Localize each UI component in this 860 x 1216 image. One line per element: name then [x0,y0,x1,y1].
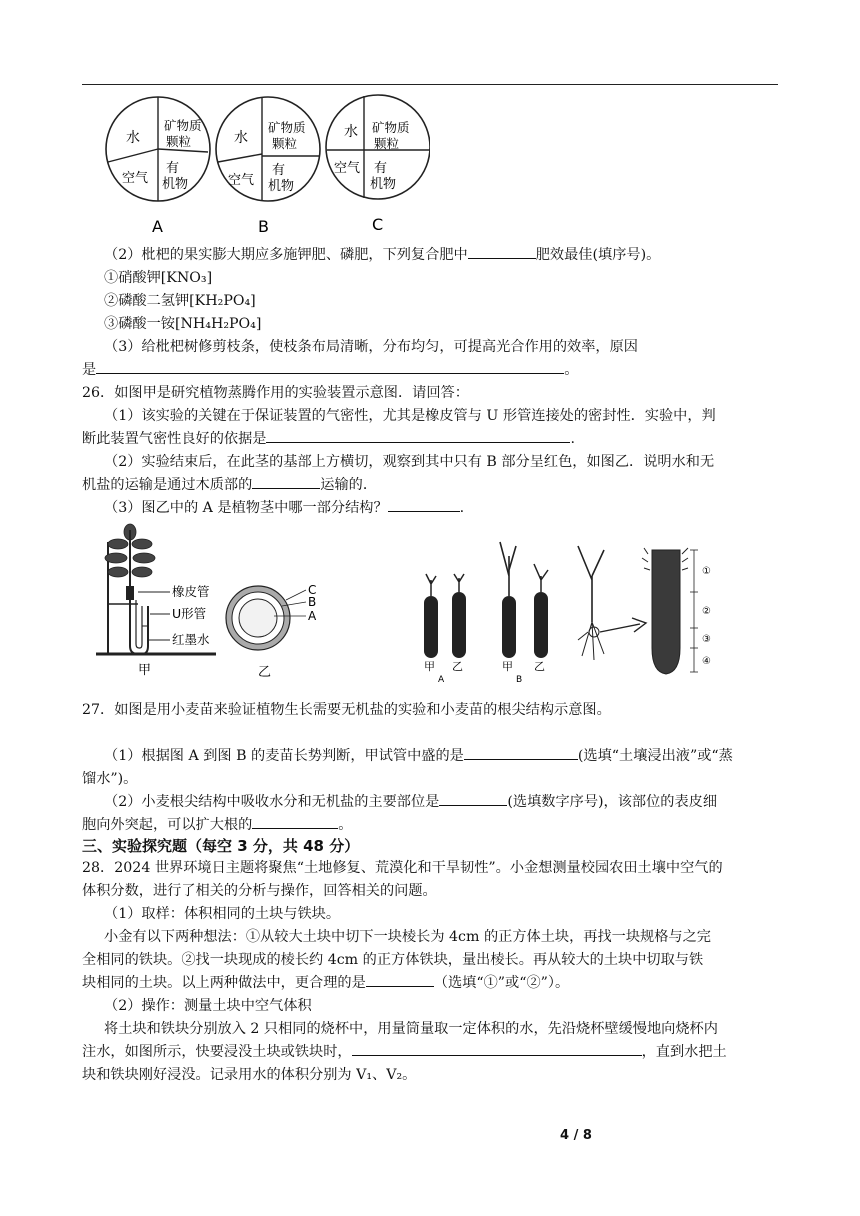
svg-text:②: ② [702,606,711,617]
svg-text:颗粒: 颗粒 [272,136,298,151]
section-heading: 三、实验探究题（每空 3 分，共 48 分） [82,837,360,855]
svg-text:③: ③ [702,634,711,645]
svg-text:U形管: U形管 [172,606,207,621]
q25-part3-cont: 是 。 [82,359,782,381]
wheat-seedling [578,546,604,660]
q28-line10: 块和铁块刚好浸没。记录用水的体积分别为 V₁、V₂。 [82,1067,417,1083]
svg-text:矿物质: 矿物质 [268,120,306,135]
answer-blank[interactable] [464,745,578,760]
q26-part3: （3）图乙中的 A 是植物茎中哪一部分结构？ . [82,497,782,519]
q26-heading: 26．如图甲是研究植物蒸腾作用的实验装置示意图．请回答： [82,385,469,401]
q28-line8: 将土块和铁块分别放入 2 只相同的烧杯中，用量筒量取一定体积的水，先沿烧杯壁缓慢地向烧杯内 [104,1021,718,1037]
svg-text:有: 有 [374,161,388,176]
pie-letter: A [152,217,163,236]
svg-text:④: ④ [702,656,711,667]
stem-cross-section [224,578,334,684]
q28-line4: 小金有以下两种想法：①从较大土块中切下一块棱长为 4cm 的正方体土块，再找一块规格与之完 [104,929,711,945]
svg-text:B: B [308,595,317,609]
q28-line1: 28．2024 世界环境日主题将聚焦“土地修复、荒漠化和干旱韧性”。小金想测量校园农田土壤中空气的 [82,860,723,876]
q28-line2: 体积分数，进行了相关的分析与操作，回答相关的问题。 [82,883,437,899]
svg-text:空气: 空气 [228,173,255,188]
q25-option1: ①硝酸钾[KNO₃] [104,270,213,286]
transpiration-apparatus [92,522,242,682]
q28-line6: 块相同的土块。以上两种做法中，更合理的是 （选填“①”或“②”）。 [82,972,782,994]
svg-text:A: A [308,609,317,623]
svg-text:水: 水 [344,124,358,140]
svg-text:有: 有 [272,163,286,178]
q27-part2-cont: 胞向外突起，可以扩大根的 。 [82,814,782,836]
pie-b [216,97,320,236]
q25-option3: ③磷酸一铵[NH₄H₂PO₄] [104,316,262,332]
svg-text:空气: 空气 [334,161,361,176]
answer-blank[interactable] [252,814,338,829]
q26-part1: （1）该实验的关键在于保证装置的气密性，尤其是橡皮管与 U 形管连接处的密封性．实验中，判 [104,408,716,424]
q27-part2: （2）小麦根尖结构中吸收水分和无机盐的主要部位是 (选填数字序号)，该部位的表皮细 [82,791,782,813]
answer-blank[interactable] [468,244,536,259]
svg-text:B: B [516,675,523,684]
svg-text:机物: 机物 [268,179,295,194]
answer-blank[interactable] [366,972,434,987]
answer-blank[interactable] [252,474,320,489]
svg-text:颗粒: 颗粒 [374,136,400,151]
answer-blank[interactable] [266,428,570,443]
q25-option2: ②磷酸二氢钾[KH₂PO₄] [104,293,256,309]
header-rule [82,84,778,85]
answer-blank[interactable] [388,497,460,512]
q26-part2-cont: 机盐的运输是通过木质部的 运输的． [82,474,782,496]
q26-part1-cont: 断此装置气密性良好的依据是 . [82,428,782,450]
q28-line5: 全相同的铁块。②找一块现成的棱长约 4cm 的正方体铁块，量出棱长。再从较大的土块中切取与铁 [82,952,704,968]
svg-text:有: 有 [166,161,180,176]
q28-line3: （1）取样：体积相同的土块与铁块。 [104,906,341,922]
q26-part2: （2）实验结束后，在此茎的基部上方横切，观察到其中只有 B 部分呈红色，如图乙．说明水和无 [104,454,715,470]
q28-line7: （2）操作：测量土块中空气体积 [104,998,312,1014]
svg-text:①: ① [702,566,711,577]
svg-text:空气: 空气 [122,171,149,186]
svg-text:甲: 甲 [138,663,152,678]
root-tip [642,548,711,674]
q27-part1-cont: 馏水”)。 [82,771,138,787]
svg-text:C: C [372,215,384,234]
q27-heading: 27．如图是用小麦苗来验证植物生长需要无机盐的实验和小麦苗的根尖结构示意图。 [82,702,611,718]
page-number: 4 / 8 [560,1128,592,1143]
q27-part1: （1）根据图 A 到图 B 的麦苗长势判断，甲试管中盛的是 (选填“土壤浸出液”或“蒸 [82,745,782,767]
svg-text:甲: 甲 [502,660,513,673]
svg-text:水: 水 [234,130,248,146]
wheat-seedling-figure [418,536,728,684]
svg-text:机物: 机物 [162,177,189,192]
svg-text:乙: 乙 [534,660,545,673]
svg-text:矿物质: 矿物质 [372,120,410,135]
q25-part2: （2）枇杷的果实膨大期应多施钾肥、磷肥，下列复合肥中 肥效最佳(填序号)。 [82,244,782,266]
answer-blank[interactable] [352,1041,642,1056]
svg-text:乙: 乙 [258,665,272,680]
soil-composition-pies [100,92,430,242]
svg-text:B: B [258,217,269,236]
pie-c [326,95,430,234]
svg-text:颗粒: 颗粒 [166,134,192,149]
svg-text:红墨水: 红墨水 [172,632,210,647]
svg-text:机物: 机物 [370,177,397,192]
q28-line9: 注水，如图所示，快要浸没土块或铁块时， ，直到水把土 [82,1041,782,1063]
pie-a [106,97,210,236]
svg-text:矿物质: 矿物质 [164,118,202,133]
svg-text:A: A [438,675,445,684]
pie-water-label: 水 [126,130,140,146]
answer-blank[interactable] [439,791,507,806]
q25-part3: （3）给枇杷树修剪枝条，使枝条布局清晰，分布均匀，可提高光合作用的效率，原因 [104,339,638,355]
tube-group-a [424,574,466,684]
svg-text:橡皮管: 橡皮管 [172,584,210,599]
answer-blank[interactable] [96,359,564,374]
svg-text:C: C [308,583,317,597]
svg-text:乙: 乙 [452,660,463,673]
tube-group-b [500,542,548,684]
svg-text:甲: 甲 [424,660,435,673]
